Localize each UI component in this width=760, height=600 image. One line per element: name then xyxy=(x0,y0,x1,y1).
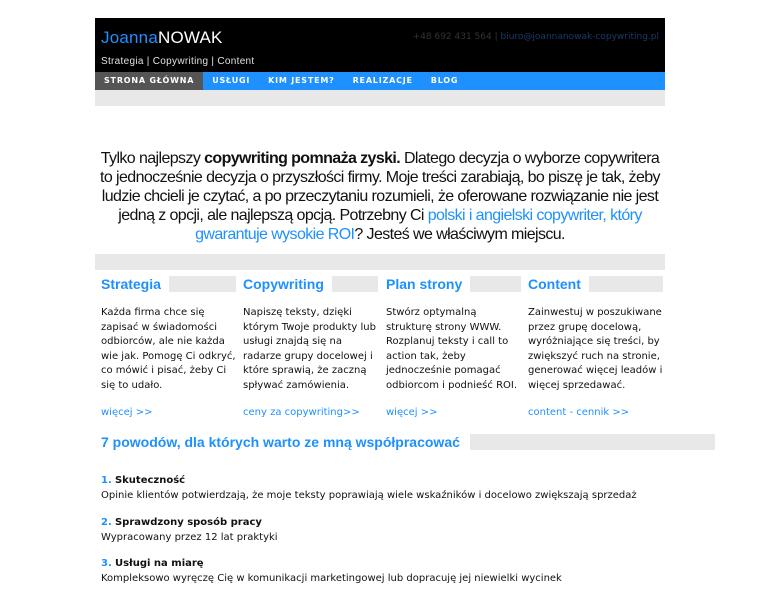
intro-text-3: ? Jesteś we właściwym miejscu. xyxy=(354,226,565,243)
reason-item xyxy=(101,558,562,584)
intro-text-2: Dlatego decyzja o wyborze copywritera to jednocześnie decyzja o przyszłości firmy. Moje treści zarabiają, bo piszę je tak, żeby ludzie chcieli je czytać, a po przeczytaniu rozumieli, że oferowane rozwiązanie nie jest jedną z opcji, ale najlepszą opcją. Potrzebny Ci xyxy=(100,150,660,224)
intro-link[interactable]: polski i angielski copywriter, który gwarantuje wysokie ROI xyxy=(195,207,642,243)
reasons-heading xyxy=(101,434,715,450)
reason-heading: Usługi na miarę xyxy=(114,558,204,569)
nav-item-about[interactable]: KIM JESTEM? xyxy=(268,76,335,85)
column-link[interactable]: ceny za copywriting>> xyxy=(243,407,360,418)
reason-number: 1. xyxy=(101,475,112,486)
column-text: Napiszę teksty, dzięki którym Twoje produkty lub usługi znajdą się na radarze grupy docelowej i które sprawią, że zaczną spływać zamówienia. xyxy=(243,307,376,391)
reason-description: Opinie klientów potwierdzają, że moje teksty poprawiają wiele wskaźników i docelowo zwiększają sprzedaż xyxy=(101,490,637,501)
phone-number[interactable]: +48 692 431 564 xyxy=(412,32,492,42)
logo[interactable] xyxy=(101,28,223,48)
logo-last-name: NOWAK xyxy=(157,28,223,47)
service-column-strategy xyxy=(101,276,236,418)
service-column-content xyxy=(528,276,663,418)
reason-heading: Sprawdzony sposób pracy xyxy=(114,517,262,528)
logo-first-name: Joanna xyxy=(101,28,158,47)
email-link[interactable]: biuro@joannanowak-copywriting.pl xyxy=(500,32,659,42)
tagline: Strategia | Copywriting | Content xyxy=(101,56,255,67)
contact-info: +48 692 431 564 | biuro@joannanowak-copywriting.pl xyxy=(412,32,659,42)
column-title: Plan strony xyxy=(386,276,521,292)
service-column-site-plan xyxy=(386,276,521,418)
column-title: Copywriting xyxy=(243,276,378,292)
column-link[interactable]: więcej >> xyxy=(386,407,438,418)
divider-bar-middle xyxy=(95,254,665,270)
intro-bold: copywriting pomnaża zyski. xyxy=(204,150,401,167)
column-text: Stwórz optymalną strukturę strony WWW. Rozplanuj teksty i call to action tak, żeby jednocześnie pomagać odbiorcom i podnieść ROI. xyxy=(386,307,518,391)
nav-item-home[interactable]: STRONA GŁÓWNA xyxy=(95,72,203,90)
nav-item-portfolio[interactable]: REALIZACJE xyxy=(352,76,413,85)
column-title: Content xyxy=(528,276,663,292)
reason-heading: Skuteczność xyxy=(114,475,186,486)
column-text: Każda firma chce się zapisać w świadomości odbiorców, ale nie każda wie jak. Pomogę Ci odkryć, co mówić i pisać, żeby Ci się to udało. xyxy=(101,307,236,391)
nav-item-services[interactable]: USŁUGI xyxy=(212,76,251,85)
divider-bar-top xyxy=(95,90,665,106)
reason-item xyxy=(101,475,637,501)
nav-item-blog[interactable]: BLOG xyxy=(430,76,459,85)
reason-number: 3. xyxy=(101,558,112,569)
main-nav xyxy=(95,72,665,90)
reason-description: Wypracowany przez 12 lat praktyki xyxy=(101,532,278,543)
reason-description: Kompleksowo wyręczę Cię w komunikacji marketingowej lub dopracuję jej niewielki wycinek xyxy=(101,573,562,584)
column-title: Strategia xyxy=(101,276,236,292)
column-link[interactable]: więcej >> xyxy=(101,407,153,418)
reasons-title: 7 powodów, dla których warto ze mną współpracować xyxy=(101,434,460,450)
intro-paragraph xyxy=(95,149,665,244)
reason-item xyxy=(101,517,278,543)
site-header xyxy=(95,18,665,72)
column-link[interactable]: content - cennik >> xyxy=(528,407,630,418)
service-column-copywriting xyxy=(243,276,378,418)
intro-text-1: Tylko najlepszy xyxy=(100,150,205,167)
reason-number: 2. xyxy=(101,517,112,528)
column-text: Zainwestuj w poszukiwane przez grupę docelową, wyróżniające się treści, by zwiększyć ruch na stronie, generować więcej leadów i więcej sprzedawać. xyxy=(528,307,663,391)
